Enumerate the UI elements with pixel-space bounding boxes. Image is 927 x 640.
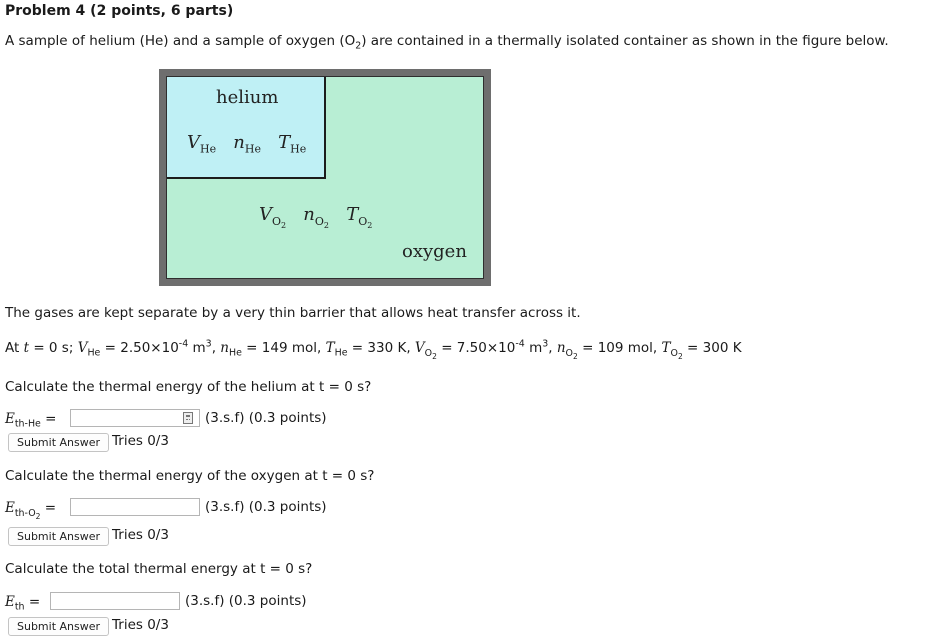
barrier-text: The gases are kept separate by a very thin barrier that allows heat transfer across it. — [5, 305, 581, 321]
question-2-tries: Tries 0/3 — [112, 527, 169, 543]
question-2-submit-button[interactable]: Submit Answer — [8, 527, 109, 546]
oxygen-label: oxygen — [402, 241, 467, 262]
question-2-answer-input[interactable] — [70, 498, 200, 516]
container-figure — [159, 69, 491, 286]
question-2-hint: (3.s.f) (0.3 points) — [205, 499, 327, 515]
question-2-variable: $E_{th-O_2}$ = — [5, 500, 57, 521]
question-3-prompt: Calculate the total thermal energy at t = 0 s? — [5, 561, 313, 577]
question-2-prompt: Calculate the thermal energy of the oxygen at t = 0 s? — [5, 468, 375, 484]
question-1-answer-input[interactable] — [70, 409, 200, 427]
question-3-variable: $E_{th}$ = — [5, 594, 41, 613]
question-3-answer-input[interactable] — [50, 592, 180, 610]
oxygen-region — [167, 77, 483, 278]
problem-intro: A sample of helium (He) and a sample of oxygen $(O_2)$ are contained in a thermally isolated container as shown in the figure below. — [5, 33, 889, 52]
question-1-prompt: Calculate the thermal energy of the helium at t = 0 s? — [5, 379, 372, 395]
question-1-tries: Tries 0/3 — [112, 433, 169, 449]
question-3-tries: Tries 0/3 — [112, 617, 169, 633]
initial-conditions: At t = 0 s; $V_{He} = 2.50\times 10^{-4}$ $m^3$, $n_{He} = 149$ mol, $T_{He} = 330$ K, $V_{O_2} = 7.50\times 10^{-4}$ $m^3$, $n_{O_2} = 109$ mol, $T_{O_2} = 300$ K — [5, 338, 742, 361]
problem-title: Problem 4 (2 points, 6 parts) — [5, 3, 234, 19]
helium-variables: $V_{He}$ $n_{He}$ $T_{He}$ — [187, 132, 307, 156]
question-3-submit-button[interactable]: Submit Answer — [8, 617, 109, 636]
question-1-hint: (3.s.f) (0.3 points) — [205, 410, 327, 426]
question-1-submit-button[interactable]: Submit Answer — [8, 433, 109, 452]
question-3-hint: (3.s.f) (0.3 points) — [185, 593, 307, 609]
calculator-icon[interactable] — [183, 412, 193, 424]
oxygen-variables: $V_{O_2}$ $n_{O_2}$ $T_{O_2}$ — [259, 204, 373, 230]
helium-region — [167, 77, 326, 179]
question-1-variable: $E_{th-He}$ = — [5, 411, 57, 430]
helium-label: helium — [216, 87, 279, 108]
